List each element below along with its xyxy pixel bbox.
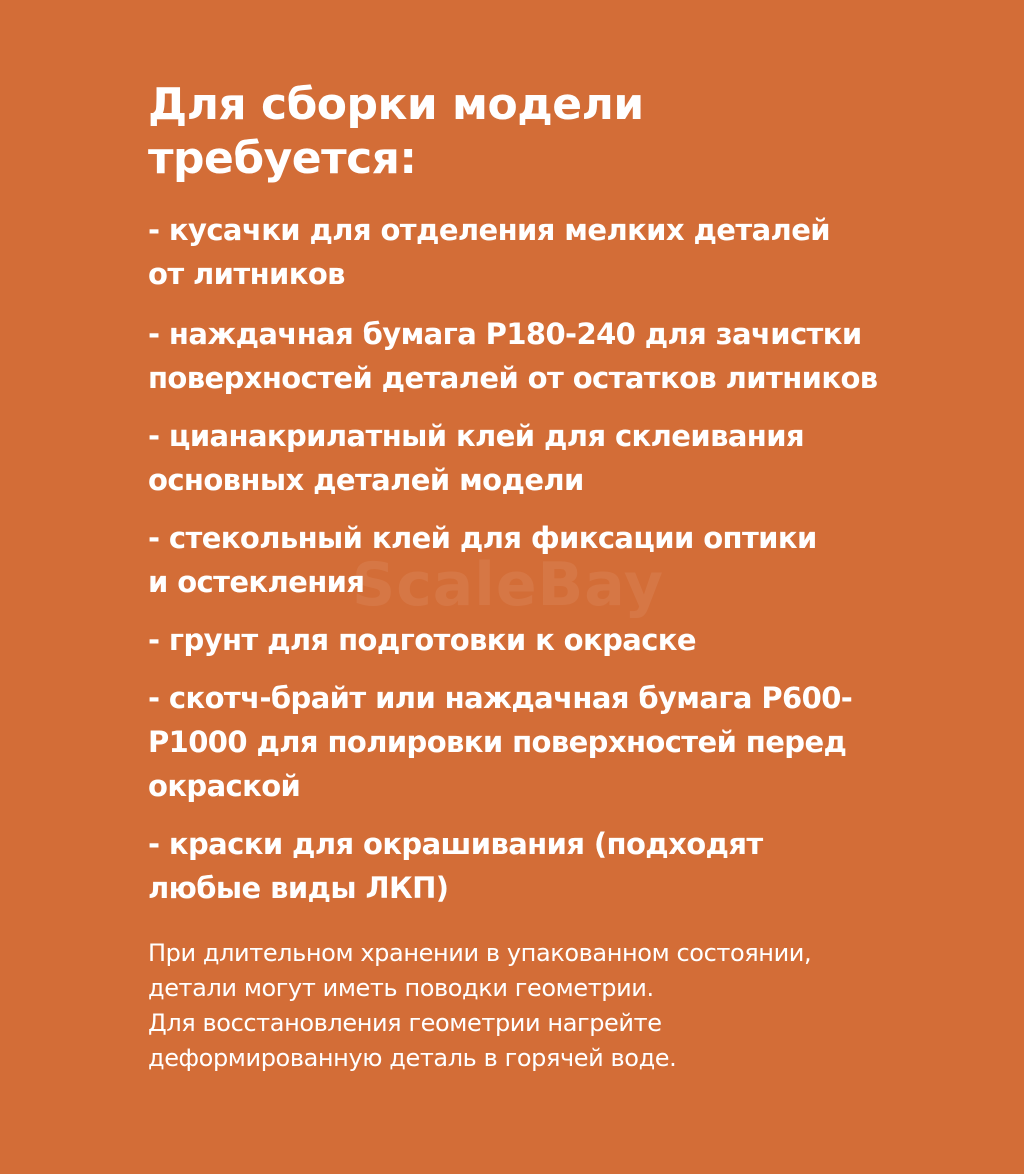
list-item: - скотч-брайт или наждачная бумага P600- P1000 для полировки поверхностей перед окраской <box>148 681 853 803</box>
instructions-content <box>148 78 988 1076</box>
tools-list <box>148 208 988 910</box>
page-title: Для сборки модели требуется: <box>148 79 644 184</box>
storage-note: При длительном хранении в упакованном состоянии, детали могут иметь поводки геометрии. Для восстановления геометрии нагрейте деформированную деталь в горячей воде. <box>148 939 812 1072</box>
list-item: - кусачки для отделения мелких деталей от литников <box>148 213 830 291</box>
list-item: - цианакрилатный клей для склеивания основных деталей модели <box>148 419 804 497</box>
list-item: - краски для окрашивания (подходят любые виды ЛКП) <box>148 827 763 905</box>
list-item: - грунт для подготовки к окраске <box>148 623 696 657</box>
list-item: - наждачная бумага P180-240 для зачистки поверхностей деталей от остатков литников <box>148 317 878 395</box>
watermark-text: ScaleBay <box>352 550 665 620</box>
list-item: - стекольный клей для фиксации оптики и остекления <box>148 521 817 599</box>
